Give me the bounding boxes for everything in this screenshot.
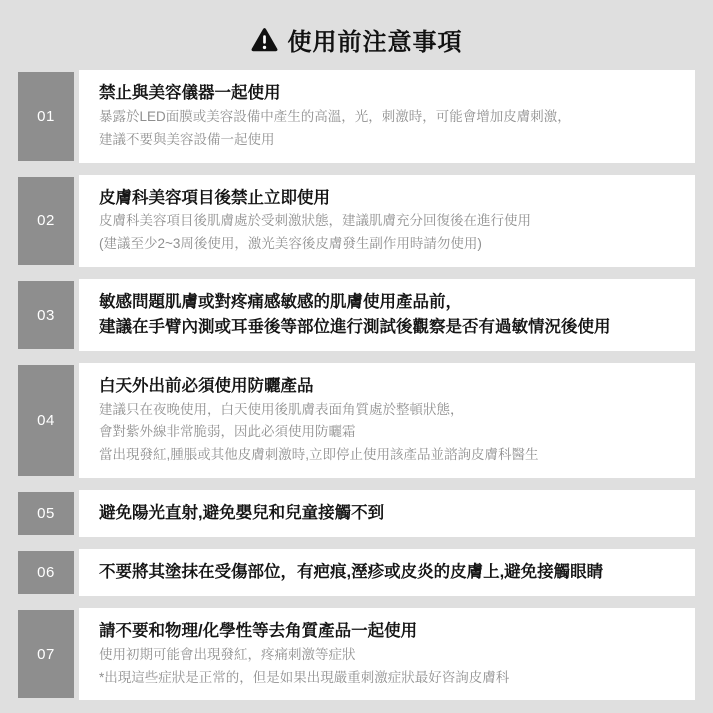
section-row [18, 490, 695, 537]
section-detail-line: 建議只在夜晚使用，白天使用後肌膚表面角質處於整頓狀態， [99, 401, 464, 417]
section-details [99, 644, 675, 690]
section-row [18, 279, 695, 351]
section-heading-line: 建議在手臂內測或耳垂後等部位進行測試後觀察是否有過敏情況後使用 [99, 318, 611, 336]
section-heading [99, 186, 675, 211]
section-detail-line: 使用初期可能會出現發紅，疼痛刺激等症狀 [99, 646, 356, 662]
sections-list [18, 70, 695, 700]
section-details [99, 106, 675, 152]
section-number-badge: 01 [18, 72, 74, 161]
section-detail-line: 當出現發紅,腫脹或其他皮膚刺激時,立即停止使用該產品並諮詢皮膚科醫生 [99, 447, 539, 463]
section-row [18, 549, 695, 596]
section-row [18, 70, 695, 163]
section-heading-line: 白天外出前必須使用防曬產品 [99, 376, 314, 395]
section-card [79, 279, 695, 351]
section-card [79, 363, 695, 479]
section-card [79, 608, 695, 701]
section-number-badge: 06 [18, 551, 74, 594]
section-number-badge: 03 [18, 281, 74, 349]
section-detail-line: *出現這些症狀是正常的，但是如果出現嚴重刺激症狀最好咨詢皮膚科 [99, 669, 510, 685]
section-detail-line: 建議不要與美容設備一起使用 [99, 131, 275, 147]
section-number-badge: 04 [18, 365, 74, 477]
section-heading [99, 290, 675, 340]
section-number-badge: 07 [18, 610, 74, 699]
section-heading-line: 不要將其塗抹在受傷部位，有疤痕,溼疹或皮炎的皮膚上,避免接觸眼睛 [99, 563, 604, 582]
section-heading [99, 560, 675, 585]
section-row [18, 608, 695, 701]
section-detail-line: (建議至少2~3周後使用，激光美容後皮膚發生副作用時請勿使用) [99, 236, 482, 252]
section-card [79, 549, 695, 596]
section-heading [99, 374, 675, 399]
section-heading [99, 501, 675, 526]
section-number-badge: 05 [18, 492, 74, 535]
section-details [99, 399, 675, 468]
section-heading-line: 避免陽光直射,避免嬰兒和兒童接觸不到 [99, 504, 385, 523]
section-heading-line: 敏感問題肌膚或對疼痛感敏感的肌膚使用產品前， [99, 293, 462, 312]
section-heading-line: 皮膚科美容項目後禁止立即使用 [99, 188, 330, 207]
page-title: 使用前注意事項 [287, 28, 463, 56]
section-heading [99, 81, 675, 106]
page-header [18, 19, 695, 59]
section-card [79, 70, 695, 163]
section-number-badge: 02 [18, 177, 74, 266]
section-detail-line: 暴露於LED面膜或美容設備中產生的高溫，光，刺激時，可能會增加皮膚刺激， [99, 108, 571, 124]
warning-triangle-icon [251, 27, 278, 52]
section-heading-line: 禁止與美容儀器一起使用 [99, 84, 281, 102]
section-heading [99, 619, 675, 644]
section-detail-line: 會對紫外線非常脆弱，因此必須使用防曬霜 [99, 424, 356, 440]
section-card [79, 175, 695, 268]
section-details [99, 210, 675, 256]
section-detail-line: 皮膚科美容項目後肌膚處於受刺激狀態，建議肌膚充分回復後在進行使用 [99, 213, 531, 229]
section-card [79, 490, 695, 537]
section-row [18, 363, 695, 479]
section-row [18, 175, 695, 268]
section-heading-line: 請不要和物理/化學性等去角質產品一起使用 [99, 621, 418, 640]
